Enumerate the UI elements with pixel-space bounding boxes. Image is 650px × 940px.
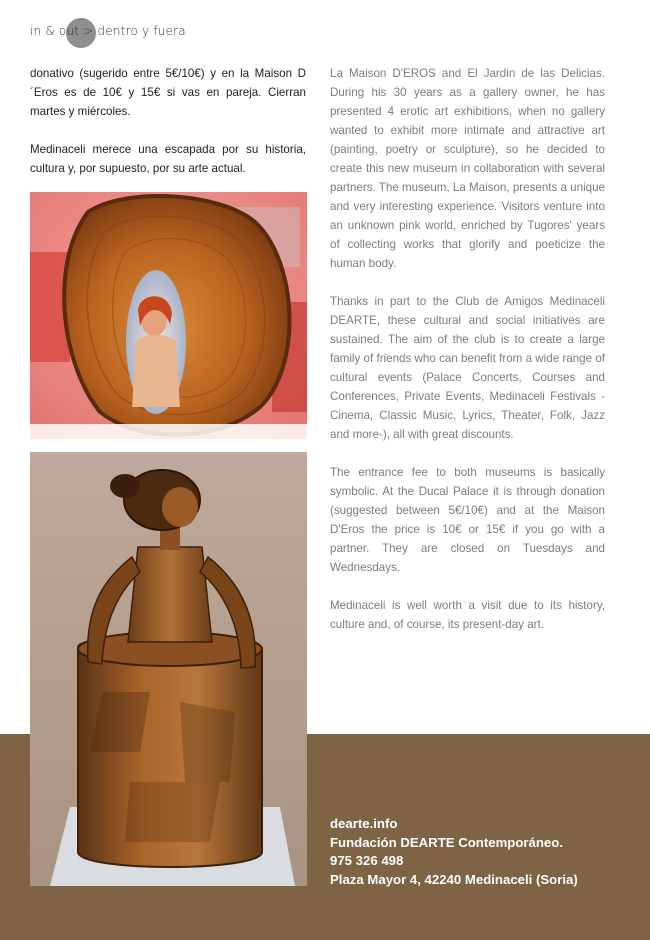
footer-contact-info bbox=[330, 815, 578, 889]
paragraph: The entrance fee to both museums is basically symbolic. At the Ducal Palace it is through donation (suggested between 5€/10€) and at the Maison D'Eros the price is 10€ or 15€ if you go with a partner. They are closed on Tuesdays and Wednesdays. bbox=[330, 466, 605, 574]
section-header: in & out > dentro y fuera bbox=[30, 24, 186, 38]
paragraph: Thanks in part to the Club de Amigos Medinaceli DEARTE, these cultural and social initiatives are sustained. The aim of the club is to create a large family of friends who can benefit from a wide range of cultural events (Palace Concerts, Courses and Conferences, Private Events, Medinaceli Festivals -Cinema, Classic Music, Lyrics, Theater, Folk, Jazz and more-), all with great discounts. bbox=[330, 295, 605, 441]
english-text-column bbox=[330, 64, 605, 653]
organization-name: Fundación DEARTE Contemporáneo. bbox=[330, 834, 563, 850]
spanish-text-column bbox=[30, 64, 306, 197]
website-link[interactable]: dearte.info bbox=[330, 816, 398, 831]
paragraph: La Maison D'EROS and El Jardin de las Delicias. During his 30 years as a gallery owner, he has presented 4 erotic art exhibitions, when no gallery wanted to exhibit more intimate and attractive art (painting, poetry or sculpture), so he decided to create this new museum in collaboration with several partners. The museum, La Maison, presents a unique and very interesting experience. Visitors venture into an unknown pink world, enriched by Tugores' years of collecting works that glorify and poeticize the human body. bbox=[330, 67, 605, 270]
phone-number: 975 326 498 bbox=[330, 853, 404, 868]
paragraph: Medinaceli merece una escapada por su historia, cultura y, por supuesto, por su arte actual. bbox=[30, 143, 306, 175]
wood-sculpture-photo bbox=[30, 192, 307, 439]
paragraph: donativo (sugerido entre 5€/10€) y en la Maison D´Eros es de 10€ y 15€ si vas en pareja. Cierran martes y miércoles. bbox=[30, 67, 306, 118]
paragraph: Medinaceli is well worth a visit due to its history, culture and, of course, its present-day art. bbox=[330, 599, 605, 631]
address: Plaza Mayor 4, 42240 Medinaceli (Soria) bbox=[330, 871, 578, 887]
wood-figure-sculpture-photo bbox=[30, 452, 307, 886]
